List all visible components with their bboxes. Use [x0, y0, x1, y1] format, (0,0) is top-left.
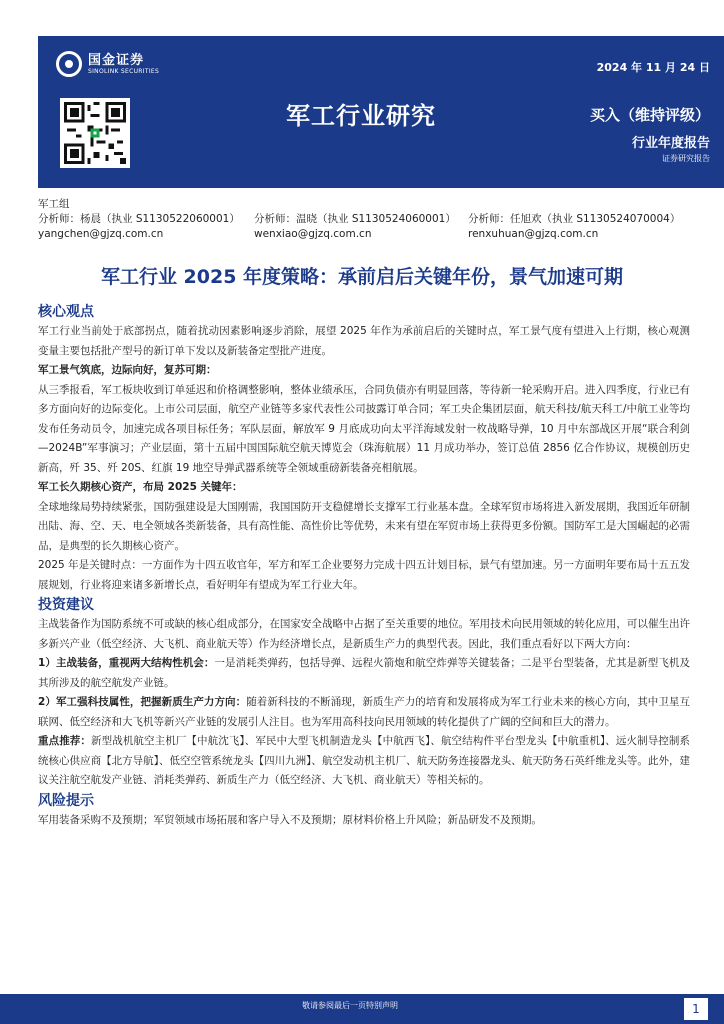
main-title: 军工行业 2025 年度策略：承前启后关键年份，景气加速可期	[100, 266, 624, 288]
core-sub-1: 军工景气筑底，边际向好，复苏可期：	[38, 364, 217, 376]
analyst-group: 军工组	[38, 198, 70, 210]
invest-para-1: 主战装备作为国防系统不可或缺的核心组成部分，在国家安全战略中占据了至关重要的地位。军用技术向民用领域的转化应用，可以催生出许多新兴产业（低空经济、大飞机、商业航天等）作为经济增长点，是新质生产力的典型代表。因此，我们重点看好以下两大方向：	[38, 618, 690, 650]
page-number: 1	[684, 998, 708, 1020]
report-section-title: 军工行业研究	[286, 102, 436, 130]
invest-direction-1-text: 一是消耗类弹药，包括导弹、远程火箭炮和航空炸弹等关键装备；二是平台型装备，尤其是新型飞机及其所涉及的航空航发产业链。	[38, 657, 691, 689]
invest-direction-1-title: 1）主战装备，重视两大结构性机会：	[38, 657, 215, 669]
logo-mark-icon	[56, 51, 82, 77]
analyst-3-email[interactable]: renxuhuan@gjzq.com.cn	[468, 228, 599, 240]
analyst-3	[468, 212, 680, 242]
analyst-1-email[interactable]: yangchen@gjzq.com.cn	[38, 228, 164, 240]
invest-recommendation-text: 新型战机航空主机厂【中航沈飞】、军民中大型飞机制造龙头【中航西飞】、航空结构件平台型龙头【中航重机】、远火制导控制系统核心供应商【北方导航】、低空空管系统龙头【四川九洲】、航空发动机主机厂、航天防务连接器龙头、航天防务石英纤维龙头等。此外，建议关注航空航发产业链、消耗类弹药、新质生产力（低空经济、大飞机、商业航天）等相关标的。	[38, 735, 691, 786]
invest-direction-2-text: 随着新科技的不断涌现，新质生产力的培育和发展将成为军工行业未来的核心方向，其中卫星互联网、低空经济和大飞机等新兴产业链的发展引人注目。也为军用高科技向民用领域的转化提供了广阔的空间和巨大的潜力。	[38, 696, 691, 728]
invest-recommendation-title: 重点推荐：	[38, 735, 92, 747]
core-para-3: 2025 年是关键时点：一方面作为十四五收官年，军方和军工企业要努力完成十四五计划目标，景气有望加速。另一方面明年要布局十五五发展规划，行业将迎来诸多新增长点，看好明年有望成为军工行业大年。	[38, 559, 690, 591]
invest-heading: 投资建议	[38, 597, 94, 613]
logo-name-cn: 国金证券	[88, 52, 145, 68]
core-intro: 军工行业当前处于底部拐点，随着扰动因素影响逐步消除，展望 2025 年作为承前启后的关键时点，军工景气度有望进入上行期，核心观测变量主要包括批产型号的新订单下发以及新装备定型批产进度。	[38, 325, 690, 357]
core-heading: 核心观点	[38, 304, 94, 320]
analyst-block	[38, 197, 690, 240]
report-date: 2024 年 11 月 24 日	[596, 61, 710, 74]
invest-recommendation	[38, 732, 690, 791]
qr-code-icon	[64, 102, 126, 164]
analyst-2-name: 分析师：温晓（执业 S1130524060001）	[254, 213, 456, 225]
invest-direction-1	[38, 654, 690, 693]
analyst-3-name: 分析师：任旭欢（执业 S1130524070004）	[468, 213, 681, 225]
investment-rating: 买入（维持评级）	[589, 106, 710, 124]
footer-disclaimer[interactable]: 敬请参阅最后一页特别声明	[302, 1001, 398, 1010]
report-body	[38, 302, 690, 830]
invest-direction-2-title: 2）军工强科技属性，把握新质生产力方向：	[38, 696, 247, 708]
logo-name-en: SINOLINK SECURITIES	[88, 67, 160, 75]
core-para-1: 从三季报看，军工板块收到订单延迟和价格调整影响，整体业绩承压，合同负债亦有明显回落，等待新一轮采购开启。进入四季度，行业已有多方面向好的边际变化。上市公司层面，航空产业链等多家代表性公司披露订单合同；军工央企集团层面，航天科技/航天科工/中航工业等均发布任务动员令，加速完成各项目标任务；军队层面，解放军 9 月底成功向太平洋海域发射一枚战略导弹，10 月中东部战区开展“联合利剑—2024B”军事演习；产业层面，第十五届中国国际航空航天博览会（珠海航展）11 月成功举办，签订总值 2856 亿合作协议，规模创历史新高，歼 35、歼 20S、红旗 19 地空导弹武器系统等全领域重磅新装备亮相航展。	[38, 383, 690, 474]
company-logo	[56, 51, 159, 77]
report-category: 证券研究报告	[662, 154, 710, 163]
risk-heading: 风险提示	[38, 792, 94, 809]
invest-direction-2	[38, 693, 690, 732]
core-sub-2: 军工长久期核心资产，布局 2025 关键年：	[38, 481, 243, 493]
analyst-1-name: 分析师：杨晨（执业 S1130522060001）	[38, 213, 240, 225]
qr-code	[60, 98, 130, 168]
report-type: 行业年度报告	[631, 136, 710, 151]
analyst-2	[254, 212, 456, 242]
core-para-2: 全球地缘局势持续紧张，国防强建设是大国刚需，我国国防开支稳健增长支撑军工行业基本盘。全球军贸市场将进入新发展期，我国近年研制出陆、海、空、天、电全领域各类新装备，具有高性能、高性价比等优势，未来有望在军贸市场上获得更多份额。国防军工是大国崛起的必需品，是典型的长久期核心资产。	[38, 500, 690, 552]
analyst-2-email[interactable]: wenxiao@gjzq.com.cn	[254, 228, 372, 240]
report-header	[38, 36, 724, 188]
risk-para: 军用装备采购不及预期；军贸领域市场拓展和客户导入不及预期；原材料价格上升风险；新品研发不及预期。	[38, 813, 542, 826]
analyst-1	[38, 212, 240, 242]
